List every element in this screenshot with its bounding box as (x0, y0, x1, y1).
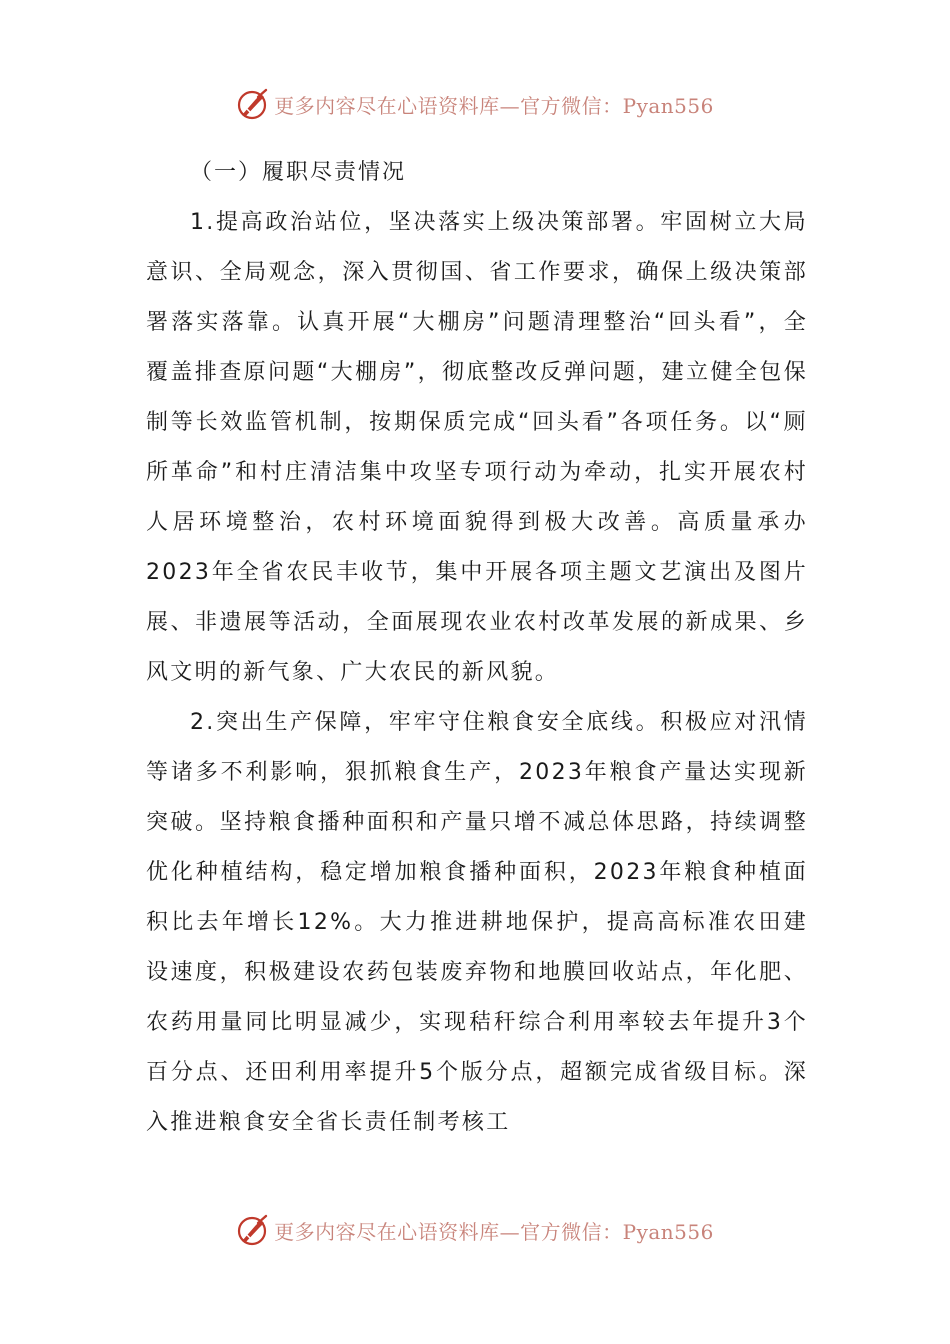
watermark-main-text: 更多内容尽在心语资料库 (274, 93, 500, 118)
watermark-main-text: 更多内容尽在心语资料库 (274, 1219, 500, 1244)
header-watermark-banner (0, 84, 950, 124)
pen-circle-logo-icon (236, 1213, 270, 1247)
watermark-contact-text: 官方微信：Pyan556 (520, 1219, 714, 1244)
pen-circle-logo-icon (236, 87, 270, 121)
paragraph-2: 2.突出生产保障，牢牢守住粮食安全底线。积极应对汛情等诸多不利影响，狠抓粮食生产，2023年粮食产量达实现新突破。坚持粮食播种面积和产量只增不减总体思路，持续调整优化种植结构，稳定增加粮食播种面积，2023年粮食种植面积比去年增长12%。大力推进耕地保护，提高高标准农田建设速度，积极建设农药包装废弃物和地膜回收站点，年化肥、农药用量同比明显减少，实现秸秆综合利用率较去年提升3个百分点、还田利用率提升5个版分点，超额完成省级目标。深入推进粮食安全省长责任制考核工 (146, 710, 808, 1135)
watermark-dash: — (499, 93, 521, 118)
document-body (146, 148, 808, 1148)
watermark-text (274, 1216, 714, 1245)
footer-watermark-banner (0, 1210, 950, 1250)
section-heading: （一）履职尽责情况 (190, 160, 407, 185)
paragraph-1: 1.提高政治站位，坚决落实上级决策部署。牢固树立大局意识、全局观念，深入贯彻国、省工作要求，确保上级决策部署落实落靠。认真开展“大棚房”问题清理整治“回头看”，全覆盖排查原问题“大棚房”，彻底整改反弹问题，建立健全包保制等长效监管机制，按期保质完成“回头看”各项任务。以“厕所革命”和村庄清洁集中攻坚专项行动为牵动，扎实开展农村人居环境整治，农村环境面貌得到极大改善。高质量承办2023年全省农民丰收节，集中开展各项主题文艺演出及图片展、非遗展等活动，全面展现农业农村改革发展的新成果、乡风文明的新气象、广大农民的新风貌。 (146, 210, 808, 685)
watermark-text (274, 90, 714, 119)
watermark-contact-text: 官方微信：Pyan556 (520, 93, 714, 118)
watermark-dash: — (499, 1219, 521, 1244)
